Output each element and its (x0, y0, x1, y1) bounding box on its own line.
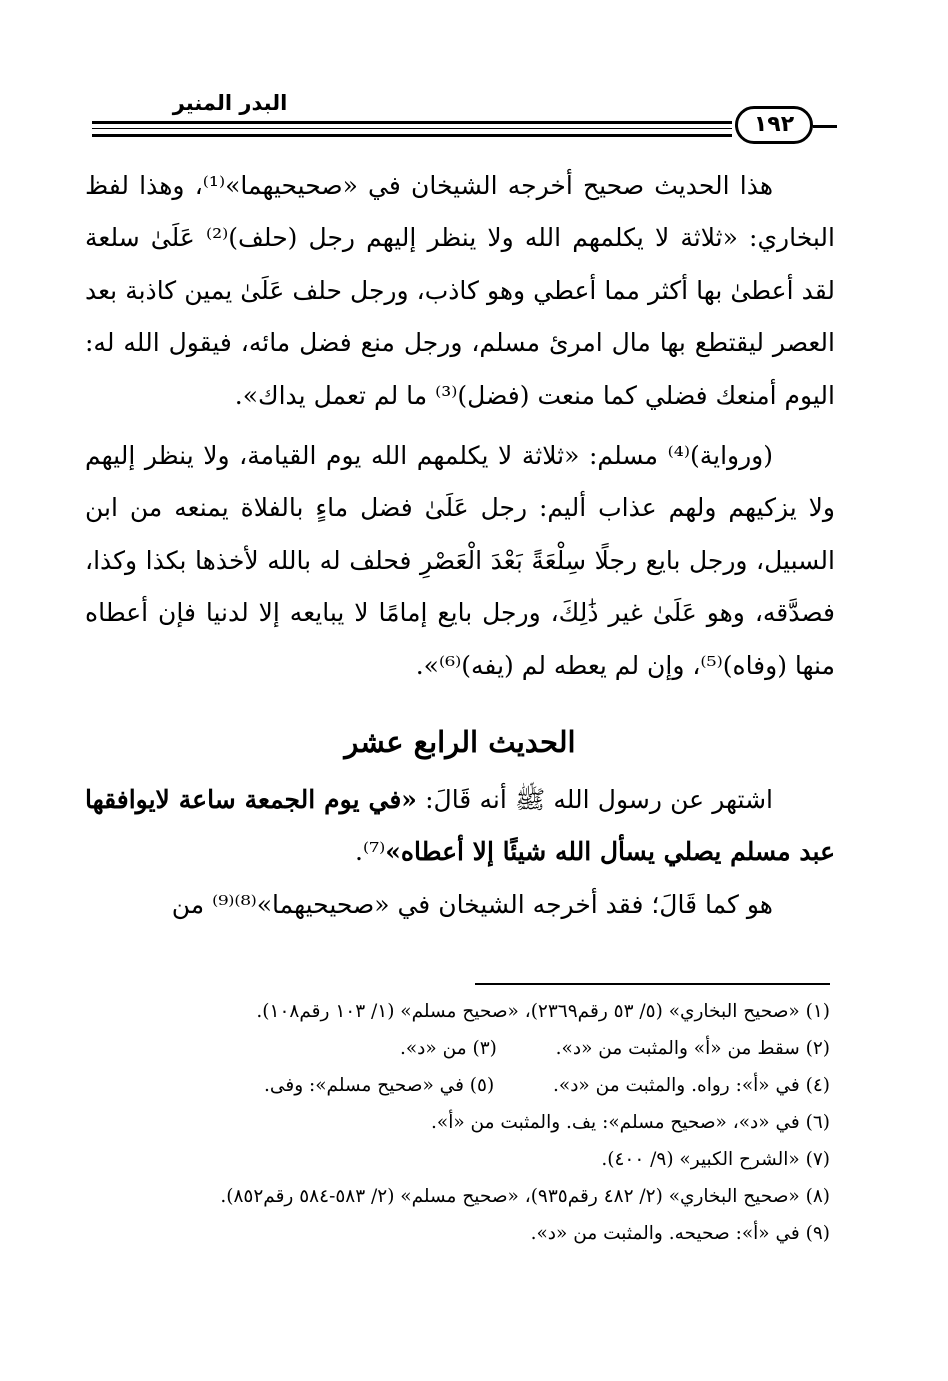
page-number-ornament (813, 125, 837, 128)
paragraph: هذا الحديث صحيح أخرجه الشيخان في «صحيحيهما»⁽¹⁾، وهذا لفظ البخاري: «ثلاثة لا يكلمهم الله ولا ينظر إليهم رجل (حلف)⁽²⁾ عَلَىٰ سلعة لقد أعطىٰ بها أكثر مما أعطي وهو كاذب، ورجل حلف عَلَىٰ يمين كاذبة بعد العصر ليقتطع بها مال امرئ مسلم، ورجل منع فضل مائه، فيقول الله له: اليوم أمنعك فضلي كما منعت (فضل)⁽³⁾ ما لم تعمل يداك». (85, 171, 835, 410)
paragraph: (ورواية)⁽⁴⁾ مسلم: «ثلاثة لا يكلمهم الله يوم القيامة، ولا ينظر إليهم ولا يزكيهم ولهم عذاب أليم: رجل عَلَىٰ فضل ماءٍ بالفلاة يمنعه من ابن السبيل، ورجل بايع رجلًا سِلْعَةً بَعْدَ الْعَصْرِ فحلف له بالله لأخذها بكذا وكذا، فصدَّقه، وهو عَلَىٰ غير ذَٰلِكَ، ورجل بايع إمامًا لا يبايعه إلا لدنيا فإن أعطاه منها (وفاه)⁽⁵⁾، وإن لم يعطه لم (يفه)⁽⁶⁾». (85, 441, 835, 680)
footnote: (٦) في «د»، «صحيح مسلم»: يف. والمثبت من «أ». (431, 1112, 830, 1133)
page-number: ١٩٢ (735, 106, 813, 144)
section-title: الحديث الرابع عشر (344, 725, 576, 760)
footnote: (٨) «صحيح البخاري» (٢/ ٤٨٢ رقم٩٣٥)، «صحيح مسلم» (٢/ ٥٨٣-٥٨٤ رقم٨٥٢). (220, 1186, 830, 1207)
footnote: (٧) «الشرح الكبير» (٩/ ٤٠٠). (601, 1149, 830, 1170)
footnote: (٢) سقط من «أ» والمثبت من «د». (٣) من «د». (399, 1038, 830, 1059)
running-title: البدر المنير (172, 91, 288, 115)
hadith-note: ⁽⁷⁾. (355, 837, 386, 867)
page-header (92, 85, 837, 147)
footnote: (٤) في «أ»: رواه. والمثبت من «د». (٥) في «صحيح مسلم»: وفى. (264, 1075, 830, 1096)
header-rule (92, 134, 732, 137)
footnote-separator (475, 983, 830, 985)
hadith-paragraph (85, 774, 835, 879)
main-text (85, 160, 835, 931)
footnotes (85, 993, 830, 1252)
hadith-text: «في يوم الجمعة ساعة لايوافقها عبد مسلم يصلي يسأل الله شيئًا إلا أعطاه» (85, 785, 835, 867)
footnote: (١) «صحيح البخاري» (٥/ ٥٣ رقم٢٣٦٩)، «صحيح مسلم» (١/ ١٠٣ رقم١٠٨). (256, 1001, 830, 1022)
footnote: (٩) في «أ»: صحيحه. والمثبت من «د». (530, 1223, 830, 1244)
header-rule (92, 128, 732, 129)
paragraph: هو كما قَالَ؛ فقد أخرجه الشيخان في «صحيحيهما»⁽⁸⁾⁽⁹⁾ من (171, 889, 773, 919)
header-rule (92, 121, 732, 124)
hadith-intro: اشتهر عن رسول الله ﷺ أنه قَالَ: (416, 785, 773, 815)
